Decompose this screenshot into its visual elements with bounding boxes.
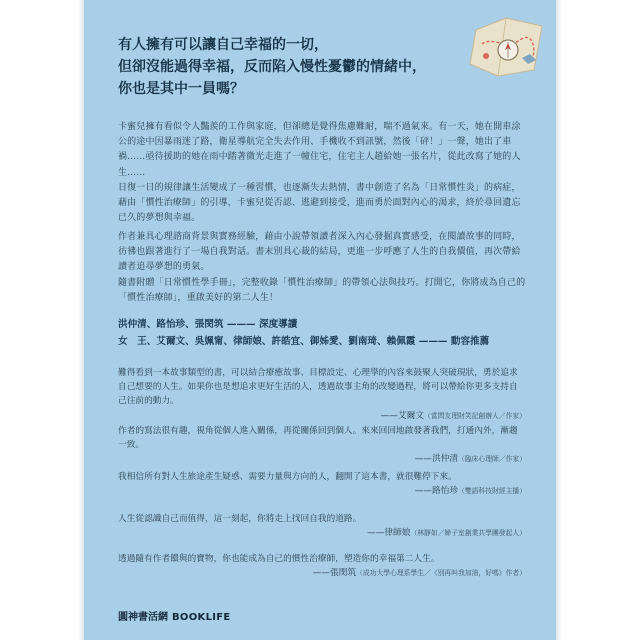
quote-author-note: （林靜如／婦子室創業共學團發起人） bbox=[410, 529, 526, 538]
quote-author: ——洪仲清 bbox=[414, 454, 459, 465]
back-cover bbox=[84, 0, 556, 640]
headline bbox=[118, 34, 478, 100]
intro-paragraph-4: 隨書附贈「日常慣性學手冊」，完整收錄「慣性治療師」的帶領心法與技巧。打開它，你將成為自己的「慣性治療師」，重啟美好的第二人生！ bbox=[118, 278, 526, 304]
quote-author-note: （臨床心理師／作家） bbox=[458, 455, 526, 464]
credits-guide-line: 洪仲清、路怡珍、張閔筑 ——— 深度導讀 bbox=[118, 319, 298, 330]
quote-attribution bbox=[118, 526, 526, 540]
credits bbox=[118, 316, 528, 350]
quote-attribution bbox=[118, 452, 526, 466]
quote-2 bbox=[118, 424, 526, 467]
headline-line-1: 有人擁有可以讓自己幸福的一切， bbox=[118, 37, 328, 53]
page-edge-right bbox=[556, 0, 562, 640]
quote-5 bbox=[118, 552, 526, 580]
intro-paragraph-3: 作者兼具心理諮商背景與實務經驗，藉由小說帶領讀者深入內心發掘真實感受，在閱讀故事的同時，彷彿也跟著進行了一場自我對話。書末別具心裁的結局，更進一步呼應了人生的自我價值，再次帶給讀者追尋夢想的勇氣。 bbox=[118, 232, 521, 273]
headline-line-3: 你也是其中一員嗎？ bbox=[118, 81, 244, 97]
quote-attribution bbox=[118, 409, 526, 423]
publisher-name-english: BOOKLIFE bbox=[172, 612, 231, 623]
intro-paragraph-2: 日復一日的規律讓生活變成了一種習慣，也逐漸失去熱情，書中創造了名為「日常慣性炎」的病症，藉由「慣性治療師」的引導，卡蜜兒從否認、逃避到接受，進而勇於面對內心的渴求，終於尋回遺忘已久的夢想與幸福。 bbox=[118, 183, 521, 224]
quote-text: 透過隨有作者饋與的寶物，你也能成為自己的慣性治療師，塑造你的幸福第二人生。 bbox=[118, 554, 440, 564]
quote-author-note: （雙語科技財經主播） bbox=[458, 487, 526, 496]
quote-text: 人生從認識自己而值得，這一刻起，你將走上找回自我的道路。 bbox=[118, 514, 362, 524]
quote-text: 我相信所有對人生旅途產生疑惑、需要力量與方向的人，翻開了這本書，就很難停下來。 bbox=[118, 472, 457, 482]
quote-4 bbox=[118, 512, 526, 540]
quote-author: ——艾爾文 bbox=[380, 410, 425, 421]
quote-text: 難得看到一本故事類型的書，可以結合療癒故事、目標設定、心理學的內容來鼓聚人突破現狀，勇於追求自己想要的人生。如果你也是想追求更好生活的人，透過故事主角的改變過程，將可以帶給你更多支持自己往前的動力。 bbox=[118, 368, 518, 407]
quote-author: ——路怡珍 bbox=[414, 486, 459, 497]
quote-3 bbox=[118, 470, 526, 498]
publisher-name-chinese: 圓神書活網 bbox=[118, 612, 168, 623]
credits-recommend-line: 女 王、艾爾文、吳姵甯、律師娘、許皓宜、御姊愛、劉南琦、賴佩霞 ——— 動容推薦 bbox=[118, 336, 490, 347]
headline-line-2: 但卻沒能過得幸福，反而陷入慢性憂鬱的情緒中， bbox=[118, 59, 426, 75]
quote-author-note: （當問友理財笑記創辦人／作家） bbox=[424, 411, 526, 420]
quote-author-note: （成功大學心理系學生／《別再叫我加油，好嗎》作者） bbox=[356, 569, 526, 578]
quote-attribution bbox=[118, 566, 526, 580]
quote-author: ——張閔筑 bbox=[312, 568, 357, 579]
intro-paragraph-1: 卡蜜兒擁有看似令人豔羨的工作與家庭，但卻總是覺得焦慮難耐，喘不過氣來。有一天，她在開車涂公的途中因暴雨迷了路，衛星導航完全失去作用、手機收不到訊號，然後「砰！」一聲，她出了車禍……亟待援助的她在雨中踏著微光走進了一幢住宅，住宅主人趙給她一張名片，從此改寫了她的人生…… bbox=[118, 122, 521, 178]
quote-1 bbox=[118, 366, 526, 423]
quote-text: 作者的寫法很有趣，視角從個人進入關係，再從關係回到個人。來來回回地啟發著我們，打通內外，漸趨一致。 bbox=[118, 426, 518, 451]
quote-author: ——律師娘 bbox=[367, 528, 411, 539]
decorative-map-illustration-icon bbox=[462, 14, 552, 80]
quote-attribution bbox=[118, 484, 526, 498]
publisher-logo bbox=[118, 608, 231, 623]
